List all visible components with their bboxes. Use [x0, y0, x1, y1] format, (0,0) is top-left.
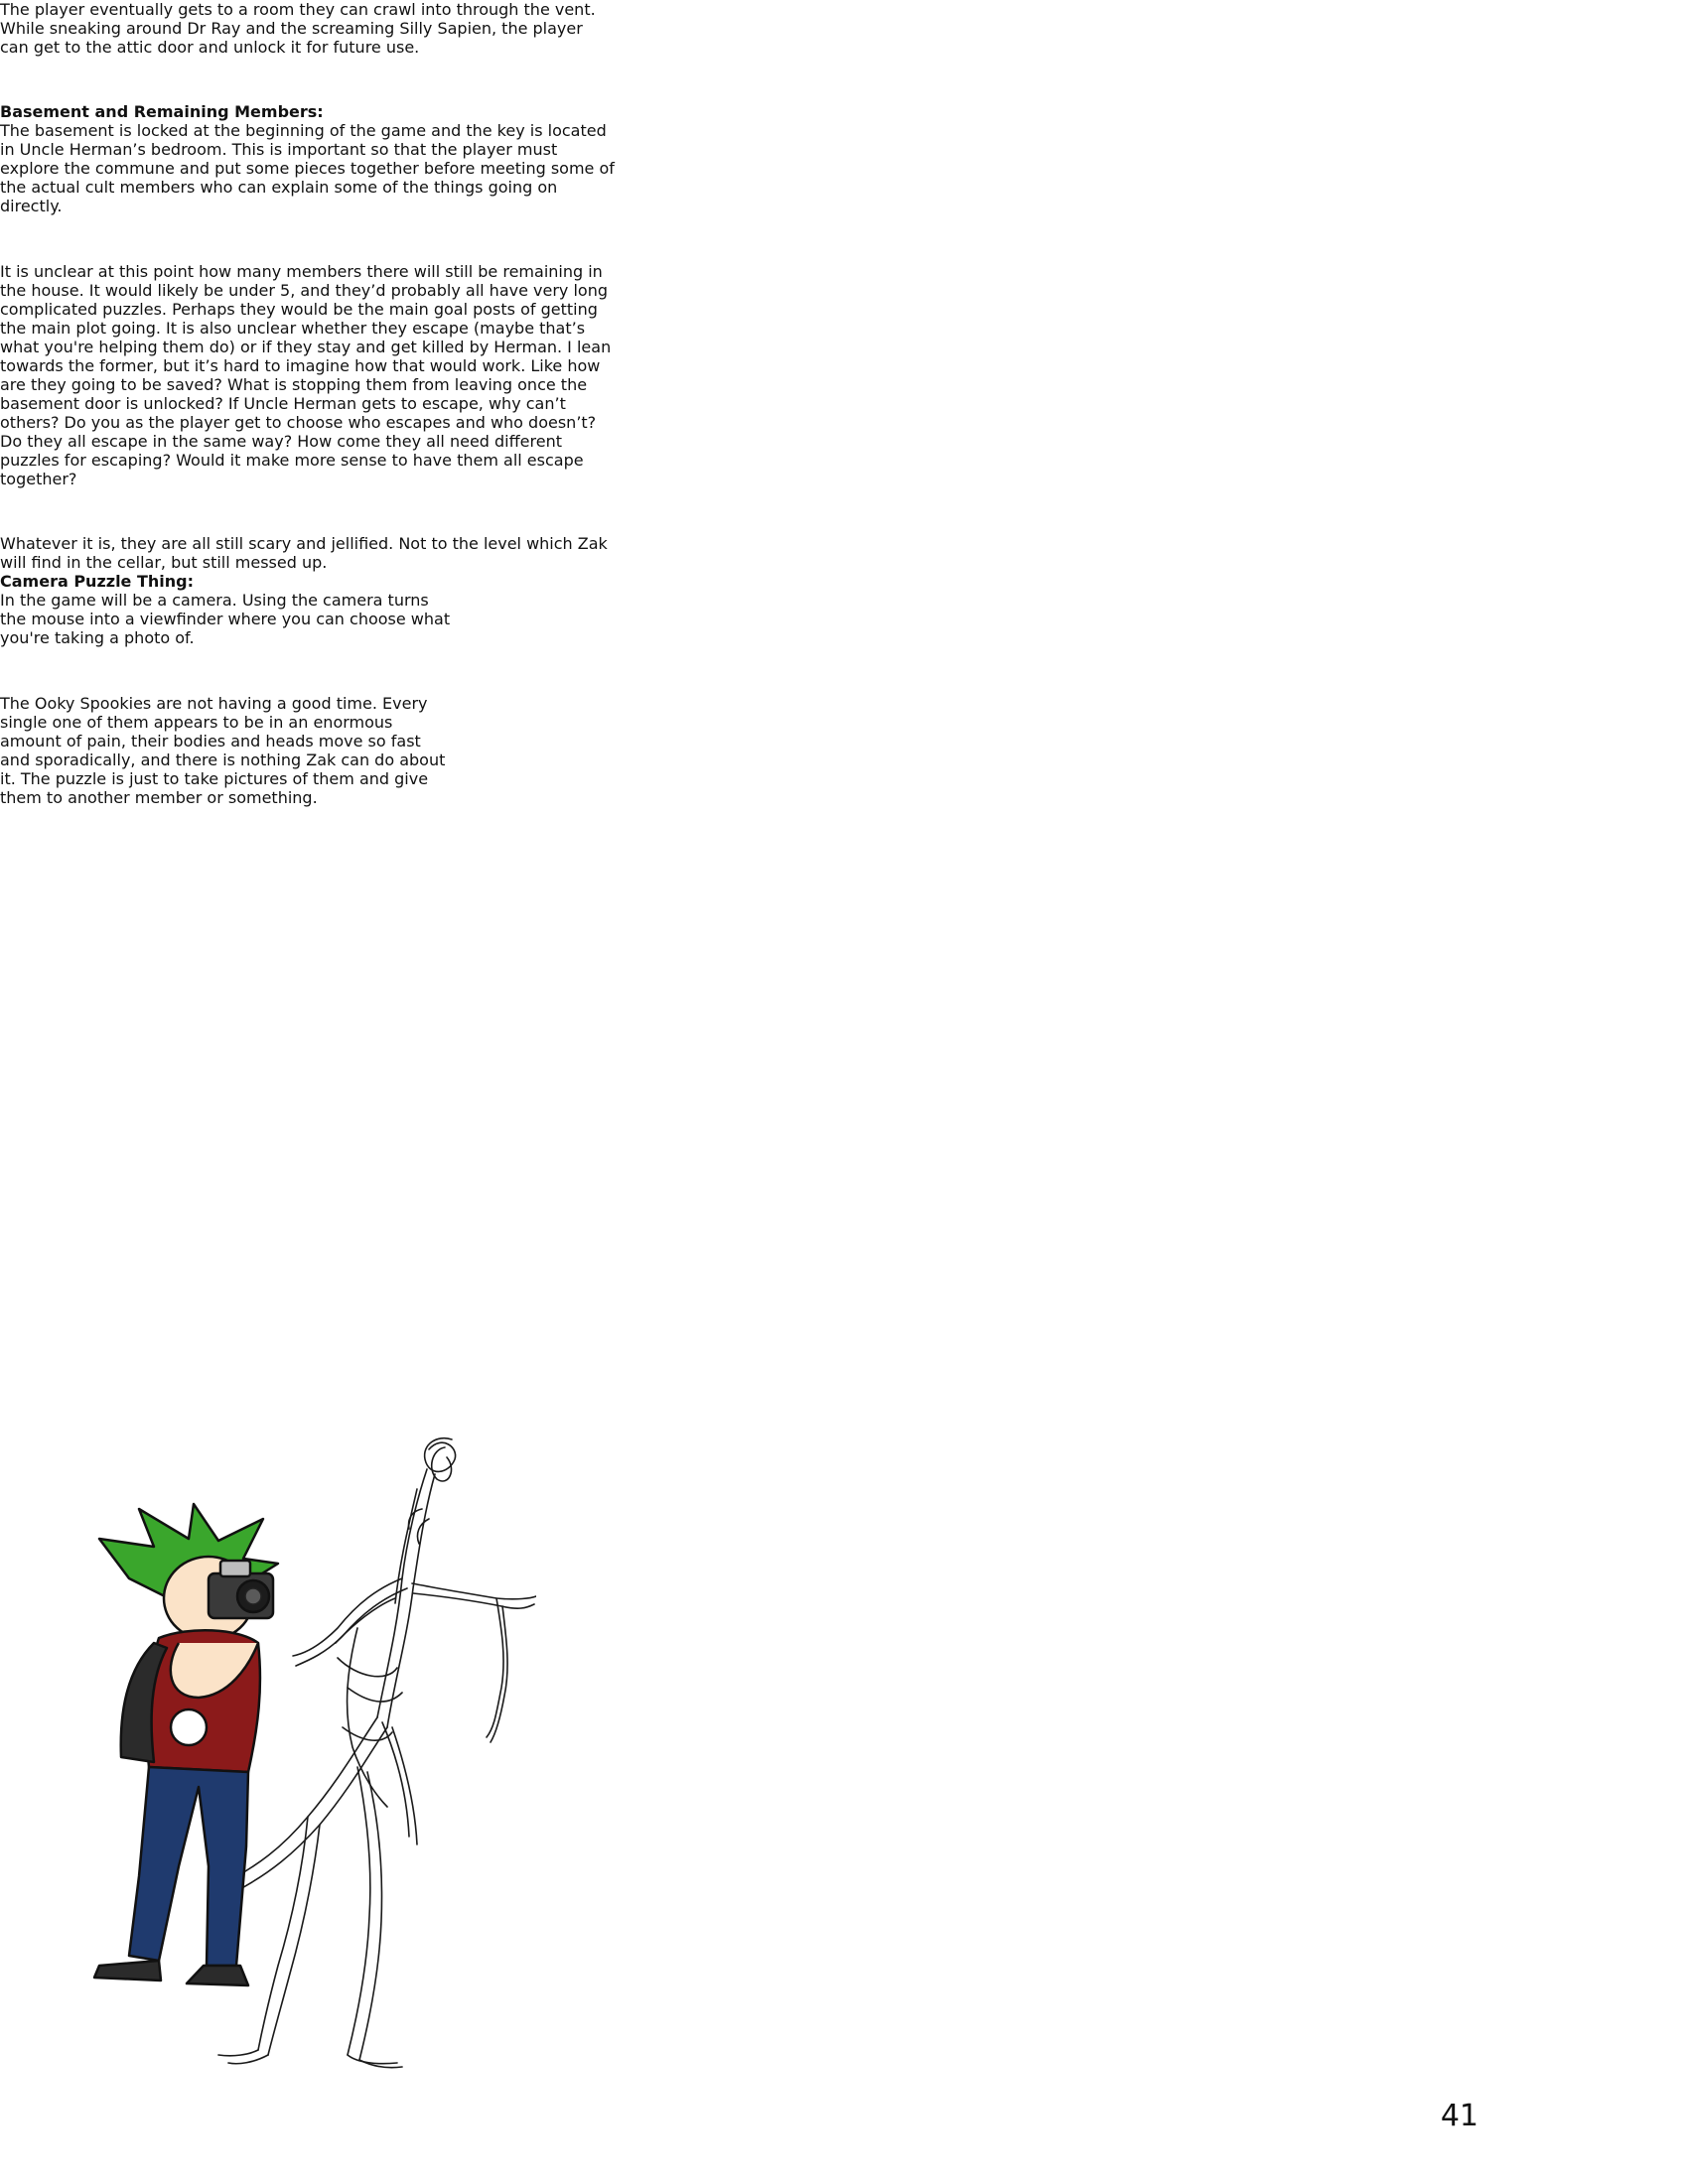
- text-line: and sporadically, and there is nothing Zak can do about: [0, 750, 446, 769]
- text-line: directly.: [0, 197, 63, 216]
- skull-emblem: [171, 1709, 207, 1745]
- text-line: The player eventually gets to a room they can crawl into through the vent.: [0, 0, 596, 19]
- text-line: explore the commune and put some pieces together before meeting some of: [0, 159, 615, 179]
- paragraph-spookies: [0, 694, 993, 807]
- paragraph-gap: [0, 57, 1331, 102]
- paragraph-members: [0, 262, 1331, 488]
- text-line: together?: [0, 469, 77, 488]
- paragraph-basement: [0, 121, 1331, 215]
- text-line: the house. It would likely be under 5, and they’d probably all have very long: [0, 280, 608, 300]
- text-line: It is unclear at this point how many members there will still be remaining in: [0, 261, 603, 281]
- text-line: the mouse into a viewfinder where you can choose what: [0, 610, 451, 629]
- paragraph-camera: [0, 591, 993, 647]
- text-line: it. The puzzle is just to take pictures of them and give: [0, 768, 429, 788]
- text-line: can get to the attic door and unlock it for future use.: [0, 38, 420, 57]
- text-line: in Uncle Herman’s bedroom. This is important so that the player must: [0, 140, 558, 160]
- text-line: you're taking a photo of.: [0, 628, 195, 648]
- text-line: complicated puzzles. Perhaps they would be the main goal posts of getting: [0, 299, 598, 319]
- text-line: others? Do you as the player get to choose who escapes and who doesn’t?: [0, 412, 597, 432]
- paragraph-vent: [0, 0, 1331, 57]
- text-line: While sneaking around Dr Ray and the screaming Silly Sapien, the player: [0, 19, 583, 38]
- text-line: The basement is locked at the beginning of the game and the key is located: [0, 121, 607, 141]
- zak-character: [94, 1504, 278, 1985]
- text-line: amount of pain, their bodies and heads move so fast: [0, 731, 421, 751]
- text-line: The Ooky Spookies are not having a good time. Every: [0, 693, 428, 713]
- paragraph-scary: [0, 534, 1331, 572]
- camera-flash: [220, 1561, 250, 1576]
- text-line: single one of them appears to be in an enormous: [0, 712, 393, 732]
- zak-left-shoe: [94, 1961, 161, 1980]
- ooky-spookie-figure: [218, 1438, 536, 2068]
- camera-illustration: [60, 1430, 536, 2075]
- basement-heading: Basement and Remaining Members:: [0, 102, 324, 122]
- text-line: will find in the cellar, but still messed up.: [0, 553, 328, 573]
- text-line: them to another member or something.: [0, 787, 318, 807]
- text-line: the actual cult members who can explain some of the things going on: [0, 178, 558, 198]
- zak-right-shoe: [187, 1966, 248, 1985]
- paragraph-gap: [0, 215, 1331, 261]
- text-line: In the game will be a camera. Using the camera turns: [0, 591, 429, 611]
- zak-jeans: [129, 1767, 248, 1966]
- text-line: puzzles for escaping? Would it make more sense to have them all escape: [0, 450, 584, 470]
- camera-heading: Camera Puzzle Thing:: [0, 572, 194, 592]
- text-line: are they going to be saved? What is stopping them from leaving once the: [0, 374, 588, 394]
- page-number: 41: [1440, 2099, 1478, 2133]
- main-text-column: [0, 0, 1331, 572]
- text-line: basement door is unlocked? If Uncle Herman gets to escape, why can’t: [0, 393, 566, 413]
- camera-puzzle-section: [0, 572, 993, 806]
- text-line: towards the former, but it’s hard to imagine how that would work. Like how: [0, 355, 601, 375]
- paragraph-gap: [0, 647, 993, 693]
- text-line: Whatever it is, they are all still scary and jellified. Not to the level which Zak: [0, 534, 608, 554]
- text-line: what you're helping them do) or if they stay and get killed by Herman. I lean: [0, 337, 612, 356]
- text-line: the main plot going. It is also unclear whether they escape (maybe that’s: [0, 318, 586, 338]
- text-line: Do they all escape in the same way? How come they all need different: [0, 431, 562, 451]
- paragraph-gap: [0, 488, 1331, 534]
